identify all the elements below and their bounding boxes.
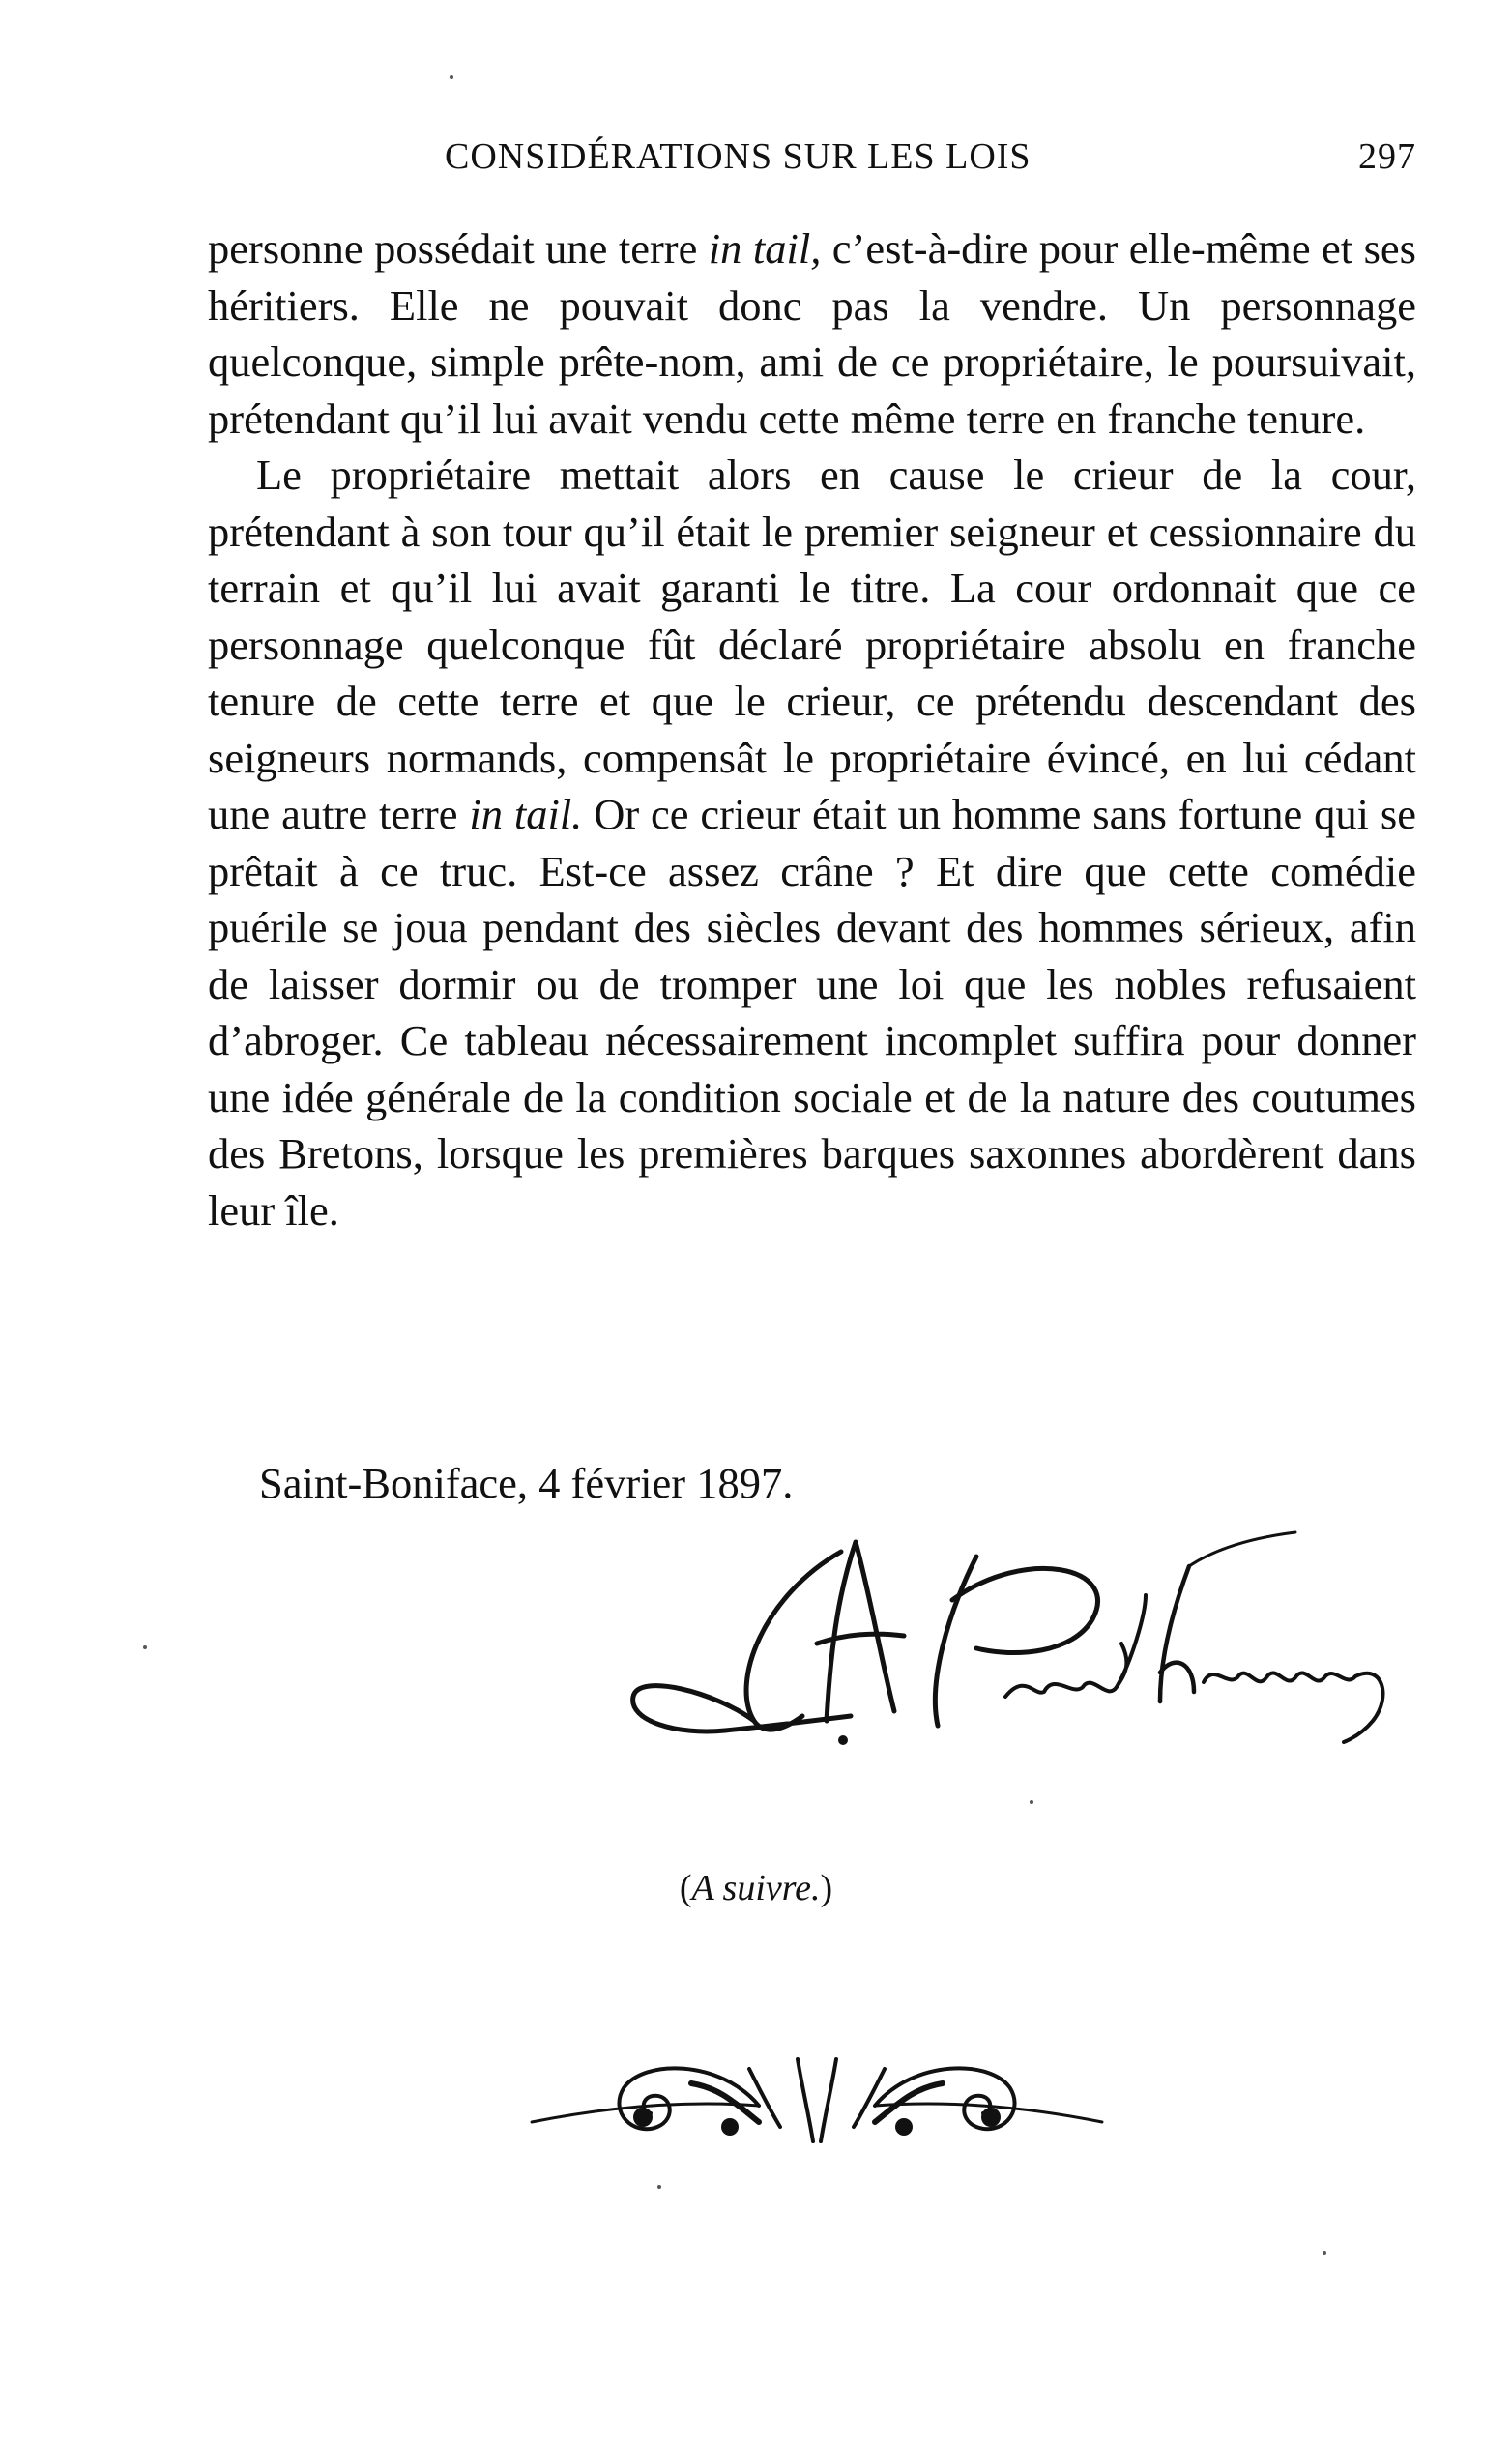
dateline: Saint-Boniface, 4 février 1897. — [259, 1459, 794, 1507]
signature — [619, 1528, 1392, 1764]
open-paren: ( — [679, 1868, 692, 1908]
paragraph-2-text-a: Le propriétaire mettait alors en cause le crieur de la cour, prétendant à son tour qu’il était le premier seigneur et cessionnaire du terrain et qu’il lui avait garanti le titre. La cour ordonnait que ce personnage quelconque fût déclaré propriétaire absolu en franche tenure de cette terre et que le crieur, ce prétendu descendant des seigneurs normands, compensât le propriétaire évincé, en lui cédant une autre terre — [208, 451, 1416, 838]
speck — [450, 75, 453, 79]
running-head — [208, 135, 1416, 186]
close-paren: ) — [820, 1868, 833, 1908]
paragraph-1-italic: in tail, — [708, 224, 822, 273]
to-be-continued — [0, 1864, 1512, 1912]
page-number: 297 — [1358, 136, 1416, 177]
speck — [143, 1645, 147, 1649]
paragraph-2-italic: in tail. — [469, 790, 583, 838]
speck — [657, 2185, 661, 2189]
speck — [1323, 2251, 1326, 2255]
continued-text: A suivre. — [691, 1868, 821, 1908]
scroll-ornament-icon — [527, 2030, 1107, 2166]
paragraph-2-text-b: Or ce crieur était un homme sans fortune qui se prêtait à ce truc. Est-ce assez crâne ? Et dire que cette comédie puérile se joua pendant des siècles devant des hommes sérieux, afin de laisser dormir ou de tromper une loi que les nobles refusaient d’abroger. Ce tableau nécessairement incomplet suffira pour donner une idée générale de la condition sociale et de la nature des coutumes des Bretons, lorsque les premières barques saxonnes abordèrent dans leur île. — [208, 790, 1416, 1235]
paragraph-2 — [208, 447, 1416, 1238]
text-block — [208, 220, 1416, 1238]
paragraph-1-text-b: c’est-à-dire pour elle-même et ses héritiers. Elle ne pouvait donc pas la vendre. Un personnage quelconque, simple prête-nom, ami de ce propriétaire, le poursuivait, prétendant qu’il lui avait vendu cette même terre en franche tenure. — [208, 224, 1416, 443]
speck — [1030, 1800, 1033, 1804]
running-title: CONSIDÉRATIONS SUR LES LOIS — [445, 136, 1032, 177]
paragraph-1-text-a: personne possédait une terre — [208, 224, 709, 273]
paragraph-1 — [208, 220, 1416, 447]
